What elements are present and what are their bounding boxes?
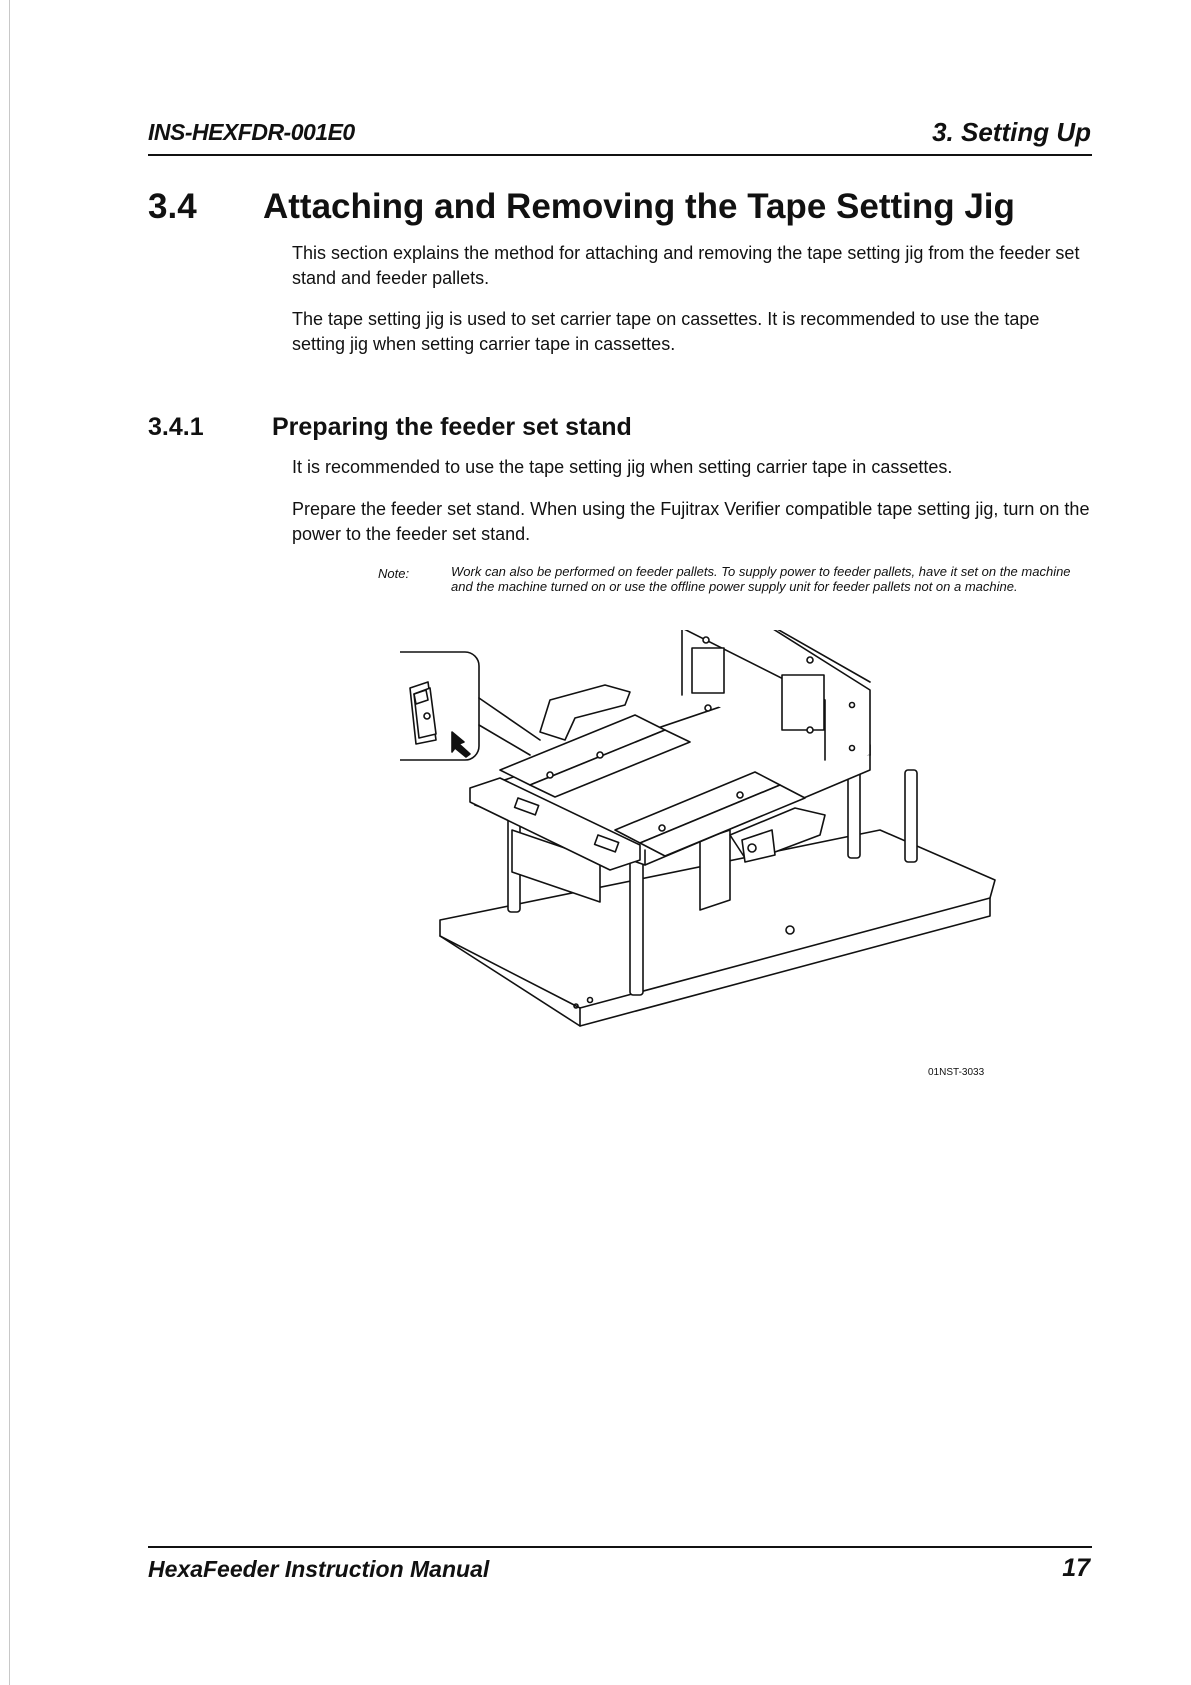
subsection-number: 3.4.1 bbox=[148, 413, 204, 441]
subsection-paragraph-1: It is recommended to use the tape setting jig when setting carrier tape in cassettes. bbox=[292, 457, 953, 477]
figure-id: 01NST-3033 bbox=[928, 1067, 985, 1078]
scan-edge-line bbox=[9, 0, 10, 1685]
footer-page-number: 17 bbox=[1062, 1554, 1090, 1582]
section-number: 3.4 bbox=[148, 187, 197, 226]
feeder-set-stand-illustration bbox=[400, 630, 1010, 1130]
power-switch-inset bbox=[400, 652, 540, 760]
header-doc-id: INS-HEXFDR-001E0 bbox=[148, 119, 355, 145]
note-label: Note: bbox=[378, 566, 410, 581]
section-title: Attaching and Removing the Tape Setting Jig bbox=[263, 187, 1015, 226]
section-paragraph-2: The tape setting jig is used to set carrier tape on cassettes. It is recommended to use the tape setting jig when setting carrier tape in cassettes. bbox=[292, 309, 1040, 354]
note-text: Work can also be performed on feeder pallets. To supply power to feeder pallets, have it set on the machine and the machine turned on or use the offline power supply unit for feeder pallets not on a machine. bbox=[451, 564, 1071, 594]
section-paragraph-1: This section explains the method for attaching and removing the tape setting jig from the feeder set stand and feeder pallets. bbox=[292, 243, 1080, 288]
subsection-title: Preparing the feeder set stand bbox=[272, 413, 632, 441]
header-chapter: 3. Setting Up bbox=[932, 117, 1091, 147]
subsection-paragraph-2: Prepare the feeder set stand. When using the Fujitrax Verifier compatible tape setting jig, turn on the power to the feeder set stand. bbox=[292, 499, 1090, 544]
footer-rule bbox=[148, 1546, 1092, 1548]
header-rule bbox=[148, 154, 1092, 156]
footer-manual-title: HexaFeeder Instruction Manual bbox=[148, 1556, 490, 1582]
